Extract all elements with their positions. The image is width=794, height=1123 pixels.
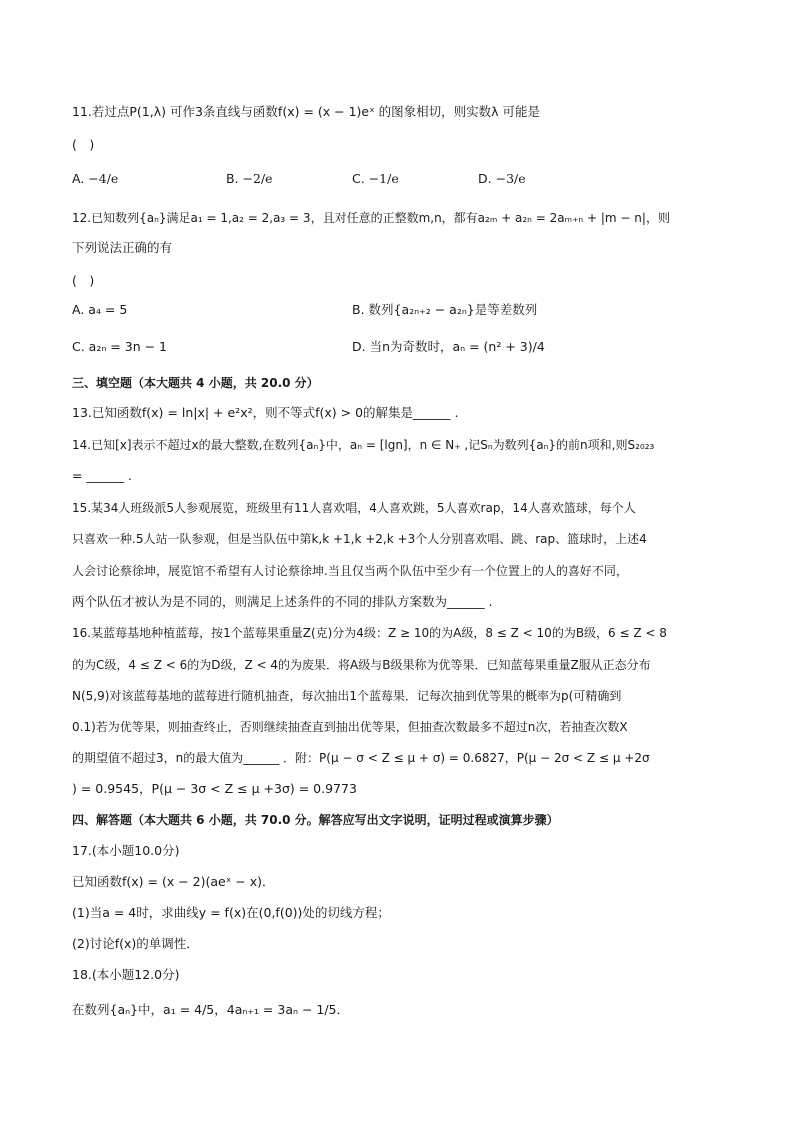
q11-option-d bbox=[478, 170, 526, 188]
q11-option-c-label: C. bbox=[352, 171, 365, 186]
q16-line5: 的期望值不超过3，n的最大值为______ ．附：P(μ − σ < Z ≤ μ + σ) = 0.6827，P(μ − 2σ < Z ≤ μ +2σ bbox=[72, 751, 650, 765]
q17-heading: 17.(本小题10.0分) bbox=[72, 843, 180, 858]
q16-line3: N(5,9)对该蓝莓基地的蓝莓进行随机抽查，每次抽出1个蓝莓果．记每次抽到优等果的概率为p(可精确到 bbox=[72, 689, 622, 703]
q16-line2: 的为C级，4 ≤ Z < 6的为D级，Z < 4的为废果．将A级与B级果称为优等果．已知蓝莓果重量Z服从正态分布 bbox=[72, 658, 651, 672]
q17-part2: (2)讨论f(x)的单调性． bbox=[72, 936, 199, 951]
section-4-heading: 四、解答题（本大题共 6 小题，共 70.0 分。解答应写出文字说明，证明过程或演算步骤） bbox=[72, 813, 559, 827]
q11-option-a bbox=[72, 170, 118, 188]
q11-option-b-label: B. bbox=[226, 171, 239, 186]
q18-stem: 在数列{aₙ}中，a₁ = 4/5，4aₙ₊₁ = 3aₙ − 1/5． bbox=[72, 1002, 350, 1017]
section-3-heading: 三、填空题（本大题共 4 小题，共 20.0 分） bbox=[72, 376, 319, 390]
q11-option-d-value: −3/e bbox=[495, 171, 526, 186]
q14-line1: 14.已知[x]表示不超过x的最大整数,在数列{aₙ}中，aₙ = [lgn]，n ∈ N₊ ,记Sₙ为数列{aₙ}的前n项和,则S₂₀₂₃ bbox=[72, 438, 655, 452]
q11-option-c-value: −1/e bbox=[368, 171, 399, 186]
q15-line4: 两个队伍才被认为是不同的，则满足上述条件的不同的排队方案数为______ . bbox=[72, 594, 493, 609]
q18-heading: 18.(本小题12.0分) bbox=[72, 967, 180, 982]
q17-part1: (1)当a = 4时，求曲线y = f(x)在(0,f(0))处的切线方程； bbox=[72, 905, 390, 920]
q11-paren: ( ) bbox=[72, 137, 95, 152]
q13-stem: 13.已知函数f(x) = ln|x| + e²x²，则不等式f(x) > 0的解集是______ . bbox=[72, 405, 459, 420]
q11-option-c bbox=[352, 170, 399, 188]
q11-option-a-label: A. bbox=[72, 171, 85, 186]
q15-line2: 只喜欢一种.5人站一队参观，但是当队伍中第k,k +1,k +2,k +3个人分别喜欢唱、跳、rap、篮球时，上述4 bbox=[72, 532, 647, 546]
q16-line4: 0.1)若为优等果，则抽查终止，否则继续抽查直到抽出优等果，但抽查次数最多不超过n次，若抽查次数X bbox=[72, 720, 628, 734]
q14-line2: = ______ . bbox=[72, 468, 132, 483]
q11-option-d-label: D. bbox=[478, 171, 492, 186]
q12-option-a: A. a₄ = 5 bbox=[72, 302, 128, 317]
q11-option-a-value: −4/e bbox=[88, 171, 119, 186]
q12-stem-line2: 下列说法正确的有 bbox=[72, 240, 173, 255]
q11-option-b-value: −2/e bbox=[242, 171, 273, 186]
q16-line1: 16.某蓝莓基地种植蓝莓，按1个蓝莓果重量Z(克)分为4级：Z ≥ 10的为A级，8 ≤ Z < 10的为B级，6 ≤ Z < 8 bbox=[72, 626, 667, 640]
q11-stem: 11.若过点P(1,λ) 可作3条直线与函数f(x) = (x − 1)eˣ 的图象相切，则实数λ 可能是 bbox=[72, 104, 541, 119]
q12-option-b: B. 数列{a₂ₙ₊₂ − a₂ₙ}是等差数列 bbox=[352, 302, 538, 317]
q15-line1: 15.某34人班级派5人参观展览，班级里有11人喜欢唱，4人喜欢跳，5人喜欢rap，14人喜欢篮球，每个人 bbox=[72, 501, 636, 515]
q12-option-d: D. 当n为奇数时，aₙ = (n² + 3)/4 bbox=[352, 339, 545, 354]
q11-option-b bbox=[226, 170, 273, 188]
q16-line6: ) = 0.9545，P(μ − 3σ < Z ≤ μ +3σ) = 0.9773 bbox=[72, 781, 357, 796]
q12-option-c: C. a₂ₙ = 3n − 1 bbox=[72, 339, 167, 354]
q12-stem-line1: 12.已知数列{aₙ}满足a₁ = 1,a₂ = 2,a₃ = 3，且对任意的正整数m,n，都有a₂ₘ + a₂ₙ = 2aₘ₊ₙ + |m − n|，则 bbox=[72, 211, 670, 225]
q12-paren: ( ) bbox=[72, 273, 95, 288]
q15-line3: 人会讨论蔡徐坤，展览馆不希望有人讨论蔡徐坤.当且仅当两个队伍中至少有一个位置上的人的喜好不同， bbox=[72, 564, 628, 578]
q17-stem: 已知函数f(x) = (x − 2)(aeˣ − x)． bbox=[72, 874, 275, 889]
